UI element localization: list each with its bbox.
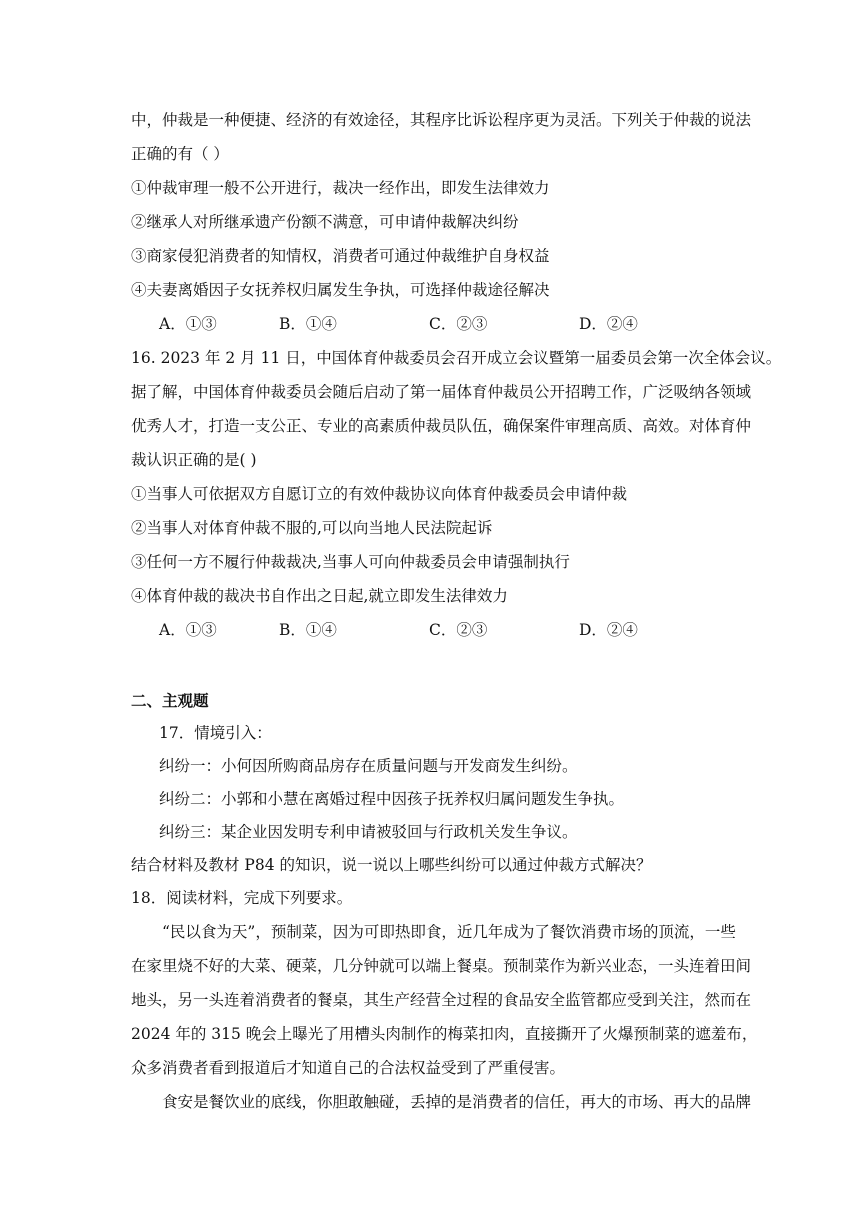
q18-title: 18．阅读材料，完成下列要求。 <box>131 889 353 907</box>
q18-para1-line-1: “民以食为天”，预制菜，因为可即热即食，近几年成为了餐饮消费市场的顶流，一些 <box>162 923 736 941</box>
q16-option-d[interactable]: D．②④ <box>579 621 638 639</box>
q16-statement-4: ④体育仲裁的裁决书自作出之日起,就立即发生法律效力 <box>131 587 508 605</box>
q15-stem-line-1: 中，仲裁是一种便捷、经济的有效途径，其程序比诉讼程序更为灵活。下列关于仲裁的说法 <box>131 111 752 129</box>
q15-option-d[interactable]: D．②④ <box>579 315 638 333</box>
q15-option-b[interactable]: B．①④ <box>279 315 337 333</box>
section-heading: 二、主观题 <box>131 691 209 710</box>
q17-question: 结合材料及教材 P84 的知识，说一说以上哪些纠纷可以通过仲裁方式解决？ <box>131 856 652 874</box>
q15-statement-4: ④夫妻离婚因子女抚养权归属发生争执，可选择仲裁途径解决 <box>131 281 550 299</box>
q16-stem-line-2: 据了解，中国体育仲裁委员会随后启动了第一届体育仲裁员公开招聘工作，广泛吸纳各领域 <box>131 383 752 401</box>
q16-statement-2: ②当事人对体育仲裁不服的,可以向当地人民法院起诉 <box>131 519 493 537</box>
q17-dispute-3: 纠纷三：某企业因发明专利申请被驳回与行政机关发生争议。 <box>159 823 578 841</box>
q17-title: 17．情境引入： <box>159 724 272 742</box>
q16-option-c[interactable]: C．②③ <box>429 621 488 639</box>
q16-statement-1: ①当事人可依据双方自愿订立的有效仲裁协议向体育仲裁委员会申请仲裁 <box>131 485 628 503</box>
q15-option-a[interactable]: A．①③ <box>159 315 217 333</box>
q15-stem-line-2: 正确的有（ ） <box>131 145 229 163</box>
q16-option-a[interactable]: A．①③ <box>159 621 217 639</box>
q15-statement-2: ②继承人对所继承遗产份额不满意，可申请仲裁解决纠纷 <box>131 213 519 231</box>
q17-dispute-2: 纠纷二：小郭和小慧在离婚过程中因孩子抚养权归属问题发生争执。 <box>159 790 625 808</box>
q16-stem-line-1: 16. 2023 年 2 月 11 日，中国体育仲裁委员会召开成立会议暨第一届委员会第一次全体会议。 <box>131 349 782 367</box>
q15-statement-3: ③商家侵犯消费者的知情权，消费者可通过仲裁维护自身权益 <box>131 247 550 265</box>
q15-statement-1: ①仲裁审理一般不公开进行，裁决一经作出，即发生法律效力 <box>131 179 550 197</box>
q18-para2-line-1: 食安是餐饮业的底线，你胆敢触碰，丢掉的是消费者的信任，再大的市场、再大的品牌 <box>162 1093 752 1111</box>
q16-option-b[interactable]: B．①④ <box>279 621 337 639</box>
q17-dispute-1: 纠纷一：小何因所购商品房存在质量问题与开发商发生纠纷。 <box>159 757 578 775</box>
q18-para1-line-4: 2024 年的 315 晚会上曝光了用槽头肉制作的梅菜扣肉，直接撕开了火爆预制菜的遮羞布， <box>131 1025 758 1043</box>
q15-option-c[interactable]: C．②③ <box>429 315 488 333</box>
q16-statement-3: ③任何一方不履行仲裁裁决,当事人可向仲裁委员会申请强制执行 <box>131 553 570 571</box>
q16-stem-line-4: 裁认识正确的是( ) <box>131 451 257 469</box>
q18-para1-line-5: 众多消费者看到报道后才知道自己的合法权益受到了严重侵害。 <box>131 1059 566 1077</box>
q18-para1-line-2: 在家里烧不好的大菜、硬菜，几分钟就可以端上餐桌。预制菜作为新兴业态，一头连着田间 <box>131 957 752 975</box>
q18-para1-line-3: 地头，另一头连着消费者的餐桌，其生产经营全过程的食品安全监管都应受到关注，然而在 <box>131 991 752 1009</box>
q16-stem-line-3: 优秀人才，打造一支公正、专业的高素质仲裁员队伍，确保案件审理高质、高效。对体育仲 <box>131 417 752 435</box>
